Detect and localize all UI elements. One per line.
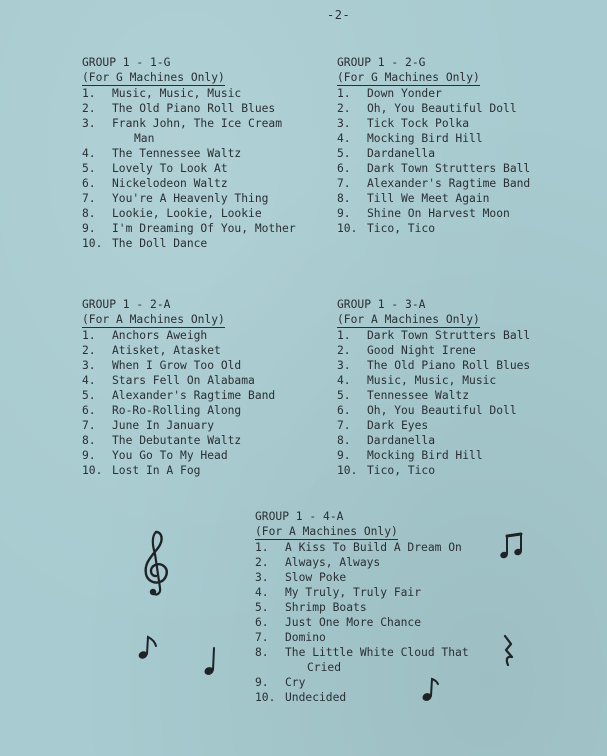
- list-item: [337, 418, 567, 433]
- list-item: [82, 116, 307, 146]
- song-number: 4.: [337, 374, 351, 387]
- song-number: 1.: [82, 329, 96, 342]
- song-number: 2.: [337, 344, 351, 357]
- song-number: 6.: [337, 162, 351, 175]
- list-item: [337, 463, 567, 478]
- song-title: Music, Music, Music: [367, 374, 497, 387]
- song-number: 7.: [337, 177, 351, 190]
- song-title: A Kiss To Build A Dream On: [285, 541, 462, 554]
- list-item: [337, 448, 567, 463]
- song-number: 7.: [82, 419, 96, 432]
- list-item: [337, 161, 567, 176]
- song-number: 9.: [82, 222, 96, 235]
- song-title: Oh, You Beautiful Doll: [367, 102, 517, 115]
- group-subtitle: (For G Machines Only): [337, 71, 480, 84]
- group-title: GROUP 1 - 2-A: [82, 298, 171, 311]
- list-item: [82, 343, 307, 358]
- song-number: 2.: [82, 102, 96, 115]
- list-item: [255, 645, 495, 675]
- song-number: 1.: [337, 329, 351, 342]
- song-number: 5.: [337, 389, 351, 402]
- song-number: 5.: [255, 601, 269, 614]
- song-number: 9.: [337, 207, 351, 220]
- quarter-rest-icon: [498, 633, 518, 669]
- song-title: The Old Piano Roll Blues: [367, 359, 531, 372]
- song-title: Dark Town Strutters Ball: [367, 329, 531, 342]
- list-item: [255, 600, 495, 615]
- song-number: 5.: [82, 389, 96, 402]
- song-number: 5.: [82, 162, 96, 175]
- list-item: [337, 101, 567, 116]
- list-item: [82, 191, 307, 206]
- list-item: [337, 191, 567, 206]
- group-title: GROUP 1 - 1-G: [82, 56, 171, 69]
- song-title: Mocking Bird Hill: [367, 132, 483, 145]
- eighth-note-icon: [136, 632, 160, 662]
- song-number: 1.: [255, 541, 269, 554]
- group-title: GROUP 1 - 3-A: [337, 298, 426, 311]
- song-number: 3.: [337, 117, 351, 130]
- list-item: [337, 146, 567, 161]
- song-number: 4.: [255, 586, 269, 599]
- beamed-notes-icon: [499, 530, 527, 564]
- song-title: Nickelodeon Waltz: [112, 177, 228, 190]
- list-item: [337, 86, 567, 101]
- song-number: 4.: [82, 147, 96, 160]
- song-number: 7.: [255, 631, 269, 644]
- list-item: [255, 555, 495, 570]
- song-title: Undecided: [285, 691, 347, 704]
- song-number: 2.: [82, 344, 96, 357]
- list-item: [82, 146, 307, 161]
- song-number: 8.: [337, 434, 351, 447]
- song-number: 8.: [337, 192, 351, 205]
- song-number: 1.: [337, 87, 351, 100]
- song-number: 6.: [255, 616, 269, 629]
- song-number: 2.: [337, 102, 351, 115]
- list-item: [337, 116, 567, 131]
- list-item: [82, 161, 307, 176]
- list-item: [82, 86, 307, 101]
- song-title: Slow Poke: [285, 571, 347, 584]
- list-item: [255, 615, 495, 630]
- song-number: 10.: [82, 464, 103, 477]
- list-item: [82, 101, 307, 116]
- song-title: Lovely To Look At: [112, 162, 228, 175]
- song-number: 2.: [255, 556, 269, 569]
- group-subtitle: (For A Machines Only): [82, 313, 225, 326]
- song-number: 7.: [337, 419, 351, 432]
- list-item: [337, 176, 567, 191]
- list-item: [82, 403, 307, 418]
- song-number: 8.: [255, 646, 269, 659]
- list-item: [82, 221, 307, 236]
- group-subtitle: (For A Machines Only): [255, 525, 398, 538]
- list-item: [337, 343, 567, 358]
- song-group-1-4a: [255, 509, 495, 705]
- song-title: I'm Dreaming Of You, Mother: [112, 222, 296, 235]
- song-title: When I Grow Too Old: [112, 359, 242, 372]
- list-item: [82, 463, 307, 478]
- treble-clef-icon: [138, 528, 174, 598]
- song-title: Shine On Harvest Moon: [367, 207, 510, 220]
- song-title: Good Night Irene: [367, 344, 476, 357]
- song-number: 6.: [337, 404, 351, 417]
- song-number: 10.: [337, 222, 358, 235]
- song-title: Tennessee Waltz: [367, 389, 470, 402]
- song-title: Frank John, The Ice Cream Man: [112, 117, 283, 145]
- list-item: [337, 221, 567, 236]
- song-list: [337, 328, 567, 478]
- list-item: [82, 328, 307, 343]
- song-title: Tico, Tico: [367, 222, 436, 235]
- song-title: The Tennessee Waltz: [112, 147, 242, 160]
- song-list: [82, 86, 307, 251]
- page-number: -2-: [327, 8, 351, 22]
- group-subtitle: (For G Machines Only): [82, 71, 225, 84]
- list-item: [337, 388, 567, 403]
- song-group-1-2g: [337, 55, 567, 236]
- song-list: [82, 328, 307, 478]
- song-title: You Go To My Head: [112, 449, 228, 462]
- list-item: [255, 690, 495, 705]
- song-list: [255, 540, 495, 705]
- song-title: Stars Fell On Alabama: [112, 374, 255, 387]
- song-group-1-1g: [82, 55, 307, 251]
- list-item: [337, 131, 567, 146]
- song-number: 3.: [337, 359, 351, 372]
- song-number: 8.: [82, 207, 96, 220]
- song-number: 9.: [82, 449, 96, 462]
- song-title: Cry: [285, 676, 306, 689]
- list-item: [82, 388, 307, 403]
- song-number: 3.: [255, 571, 269, 584]
- group-subtitle: (For A Machines Only): [337, 313, 480, 326]
- song-title: Always, Always: [285, 556, 381, 569]
- list-item: [337, 206, 567, 221]
- song-number: 6.: [82, 177, 96, 190]
- song-number: 1.: [82, 87, 96, 100]
- song-title: Ro-Ro-Rolling Along: [112, 404, 242, 417]
- list-item: [82, 236, 307, 251]
- song-number: 5.: [337, 147, 351, 160]
- song-number: 3.: [82, 359, 96, 372]
- song-title: Shrimp Boats: [285, 601, 367, 614]
- list-item: [337, 433, 567, 448]
- group-title: GROUP 1 - 2-G: [337, 56, 426, 69]
- list-item: [337, 328, 567, 343]
- song-title: The Old Piano Roll Blues: [112, 102, 276, 115]
- list-item: [255, 540, 495, 555]
- song-title: Lost In A Fog: [112, 464, 201, 477]
- song-title: Till We Meet Again: [367, 192, 490, 205]
- song-title: My Truly, Truly Fair: [285, 586, 422, 599]
- song-title: Oh, You Beautiful Doll: [367, 404, 517, 417]
- song-title: Domino: [285, 631, 326, 644]
- list-item: [337, 403, 567, 418]
- list-item: [337, 358, 567, 373]
- song-title: Just One More Chance: [285, 616, 422, 629]
- song-title: Down Yonder: [367, 87, 442, 100]
- song-number: 7.: [82, 192, 96, 205]
- song-title: Dark Town Strutters Ball: [367, 162, 531, 175]
- song-number: 9.: [255, 676, 269, 689]
- song-title: Tick Tock Polka: [367, 117, 470, 130]
- list-item: [255, 570, 495, 585]
- song-title: Anchors Aweigh: [112, 329, 208, 342]
- song-title: The Little White Cloud That Cried: [285, 646, 469, 674]
- song-title: Dardanella: [367, 147, 436, 160]
- list-item: [255, 630, 495, 645]
- list-item: [82, 448, 307, 463]
- song-number: 4.: [337, 132, 351, 145]
- list-item: [82, 418, 307, 433]
- song-title: You're A Heavenly Thing: [112, 192, 269, 205]
- song-title: June In January: [112, 419, 215, 432]
- quarter-note-icon: [201, 642, 221, 678]
- song-number: 10.: [82, 237, 103, 250]
- song-title: Music, Music, Music: [112, 87, 242, 100]
- quarter-note-icon: [420, 674, 442, 704]
- song-title: Atisket, Atasket: [112, 344, 221, 357]
- song-title: Dark Eyes: [367, 419, 429, 432]
- list-item: [82, 433, 307, 448]
- list-item: [82, 176, 307, 191]
- song-title: The Doll Dance: [112, 237, 208, 250]
- song-title: Alexander's Ragtime Band: [112, 389, 276, 402]
- list-item: [82, 373, 307, 388]
- list-item: [82, 358, 307, 373]
- list-item: [255, 675, 495, 690]
- list-item: [82, 206, 307, 221]
- song-title: Alexander's Ragtime Band: [367, 177, 531, 190]
- song-number: 10.: [255, 691, 276, 704]
- song-number: 10.: [337, 464, 358, 477]
- song-title: Dardanella: [367, 434, 436, 447]
- song-number: 8.: [82, 434, 96, 447]
- group-title: GROUP 1 - 4-A: [255, 510, 344, 523]
- list-item: [337, 373, 567, 388]
- song-title: Tico, Tico: [367, 464, 436, 477]
- song-list: [337, 86, 567, 236]
- song-title: Lookie, Lookie, Lookie: [112, 207, 262, 220]
- song-group-1-3a: [337, 297, 567, 478]
- list-item: [255, 585, 495, 600]
- song-number: 9.: [337, 449, 351, 462]
- song-title: The Debutante Waltz: [112, 434, 242, 447]
- song-group-1-2a: [82, 297, 307, 478]
- song-title: Mocking Bird Hill: [367, 449, 483, 462]
- song-number: 4.: [82, 374, 96, 387]
- song-number: 6.: [82, 404, 96, 417]
- song-number: 3.: [82, 117, 96, 130]
